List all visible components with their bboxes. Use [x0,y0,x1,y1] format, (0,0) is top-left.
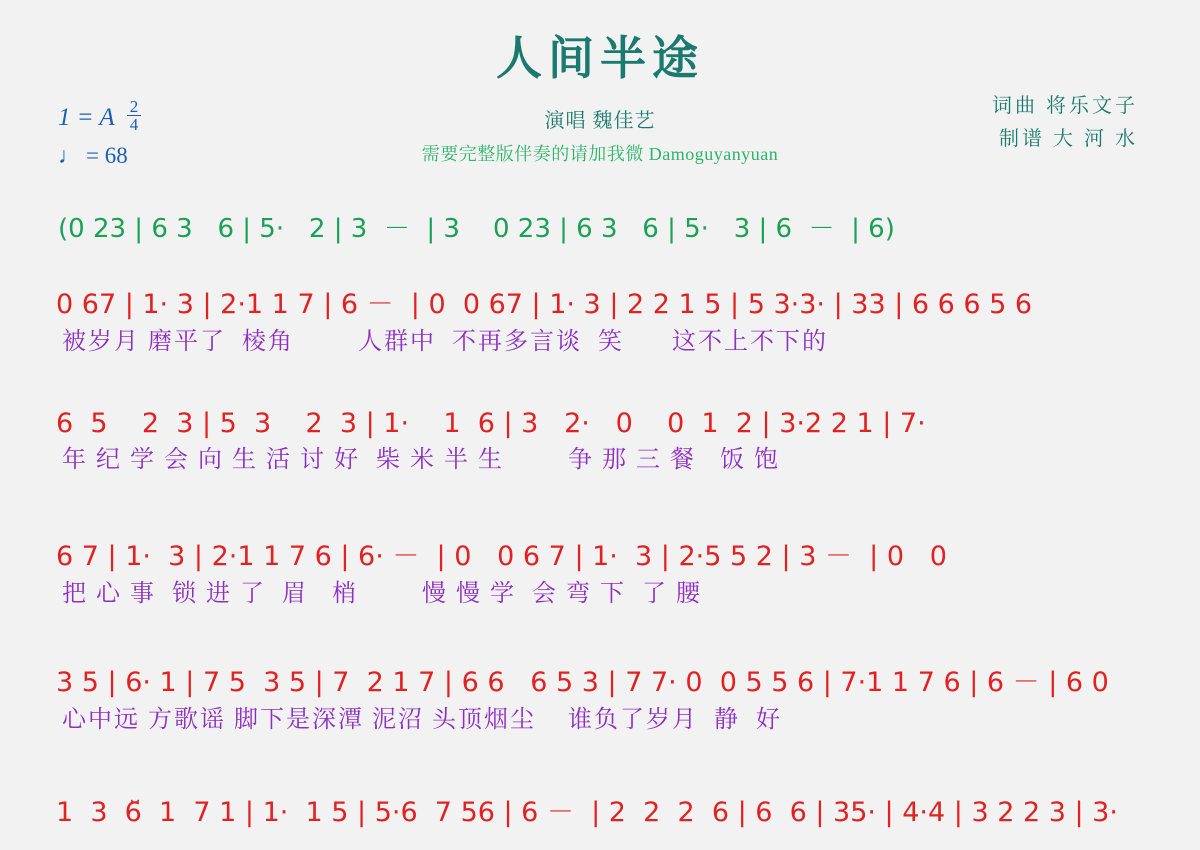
time-signature-numerator: 2 [127,98,142,116]
score-line-2 [0,408,1200,474]
performer-credit: 演唱 魏佳艺 [544,110,656,132]
time-signature-denominator: 4 [129,115,139,134]
notes-line-1: 0 67 | 1· 3 | 2·1 1 7 | 6 － | 0 0 67 | 1· 3 | 2 2 1 5 | 5 3·3· | 33 | 6 6 6 5 6 [56,289,1033,320]
score-line-intro [0,208,1200,245]
lyrics-line-1: 被岁月 磨平了 棱角 人群中 不再多言谈 笑 这不上不下的 [62,329,828,355]
composer-credit: 词曲 将乐文子 [992,95,1138,117]
intro-close-paren: ) [884,214,895,244]
page-title: 人间半途 [496,31,704,85]
arranger-credit: 制谱 大 河 水 [999,128,1138,150]
lyrics-line-2: 年 纪 学 会 向 生 活 讨 好 柴 米 半 生 争 那 三 餐 饭 饱 [62,447,780,473]
quarter-note-icon: ♩ [58,143,81,168]
tempo-value: = 68 [86,143,128,168]
notes-line-5: 1 3 6̆ 1 7 1 | 1· 1 5 | 5·6 7 56 | 6 － | 2 2 2 6 | 6 6 | 35· | 4·4 | 3 2 2 3 | 3· [56,797,1118,828]
intro-open-paren: ( [58,214,69,244]
notes-line-4: 3 5 | 6· 1 | 7 5 3 5 | 7 2 1 7 | 6 6 6 5 3 | 7 7· 0 0 5 5 6 | 7·1 1 7 6 | 6 － | 6 0 [56,667,1109,698]
score-line-1 [0,282,1200,356]
notes-line-2: 6 5 2 3 | 5 3 2 3 | 1· 1 6 | 3 2· 0 0 1 2 | 3·2 2 1 | 7· [56,408,926,439]
key-label: 1 = A [58,103,115,131]
intro-notes [0,208,1200,245]
credits-block [992,90,1138,156]
score-line-4 [0,660,1200,734]
notes-line-3: 6 7 | 1· 3 | 2·1 1 7 6 | 6· － | 0 0 6 7 | 1· 3 | 2·5 5 2 | 3 － | 0 0 [56,541,947,572]
lyrics-line-4: 心中远 方歌谣 脚下是深潭 泥沼 头顶烟尘 谁负了岁月 静 好 [62,707,782,733]
score-line-5 [0,790,1200,829]
promo-text: 需要完整版伴奏的请加我微 Damoguyanyuan [421,144,779,164]
lyrics-line-3: 把 心 事 锁 进 了 眉 梢 慢 慢 学 会 弯 下 了 腰 [62,581,702,607]
intro-note-sequence: 0 23 | 6 3 6 | 5· 2 | 3 － | 3 0 23 | 6 3 6 | 5· 3 | 6 － | 6 [68,214,885,244]
score-line-3 [0,534,1200,608]
